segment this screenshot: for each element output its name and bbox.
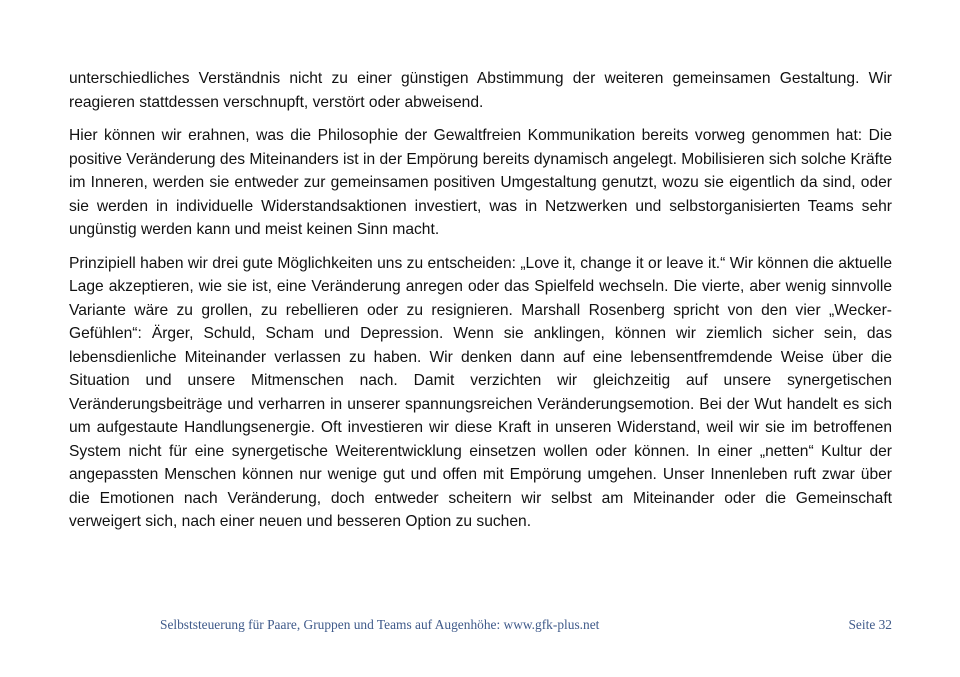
body-text <box>69 67 892 544</box>
paragraph-3: Prinzipiell haben wir drei gute Möglichkeiten uns zu entscheiden: „Love it, change it or leave it.“ Wir können die aktuelle Lage akzeptieren, wie sie ist, eine Veränderung anregen oder das Spielfeld wechseln. Die vierte, aber wenig sinnvolle Variante wäre zu grollen, zu rebellieren oder zu resignieren. Marshall Rosenberg spricht von den vier „Wecker-Gefühlen“: Ärger, Schuld, Scham und Depression. Wenn sie anklingen, können wir ziemlich sicher sein, das lebensdienliche Miteinander verlassen zu haben. Wir denken dann auf eine lebensentfremdende Weise über die Situation und unsere Mitmenschen nach. Damit verzichten wir gleichzeitig auf unsere synergetischen Veränderungsbeiträge und verharren in unserer spannungsreichen Veränderungsemotion. Bei der Wut handelt es sich um aufgestaute Handlungsenergie. Oft investieren wir diese Kraft in unseren Widerstand, weil wir sie im betroffenen System nicht für eine synergetische Weiterentwicklung einsetzen wollen oder können. In einer „netten“ Kultur der angepassten Menschen können nur wenige gut und offen mit Empörung umgehen. Unser Innenleben ruft zwar über die Emotionen nach Veränderung, doch entweder scheitern wir selbst am Miteinander oder die Gemeinschaft verweigert sich, nach einer neuen und besseren Option zu suchen. <box>69 254 892 530</box>
footer-title: Selbststeuerung für Paare, Gruppen und Teams auf Augenhöhe: www.gfk-plus.net <box>160 617 600 632</box>
paragraph-1: unterschiedliches Verständnis nicht zu einer günstigen Abstimmung der weiteren gemeinsamen Gestaltung. Wir reagieren stattdessen verschnupft, verstört oder abweisend. <box>69 70 892 111</box>
page-footer <box>160 617 892 633</box>
page-number: Seite 32 <box>848 617 892 632</box>
paragraph-2: Hier können wir erahnen, was die Philosophie der Gewaltfreien Kommunikation bereits vorweg genommen hat: Die positive Veränderung des Miteinanders ist in der Empörung bereits dynamisch angelegt. Mobilisieren sich solche Kräfte im Inneren, werden sie entweder zur gemeinsamen positiven Umgestaltung genutzt, wozu sie eigentlich da sind, oder sie werden in individuelle Widerstandsaktionen investiert, was in Netzwerken und selbstorganisierten Teams sehr ungünstig werden kann und meist keinen Sinn macht. <box>69 127 892 238</box>
